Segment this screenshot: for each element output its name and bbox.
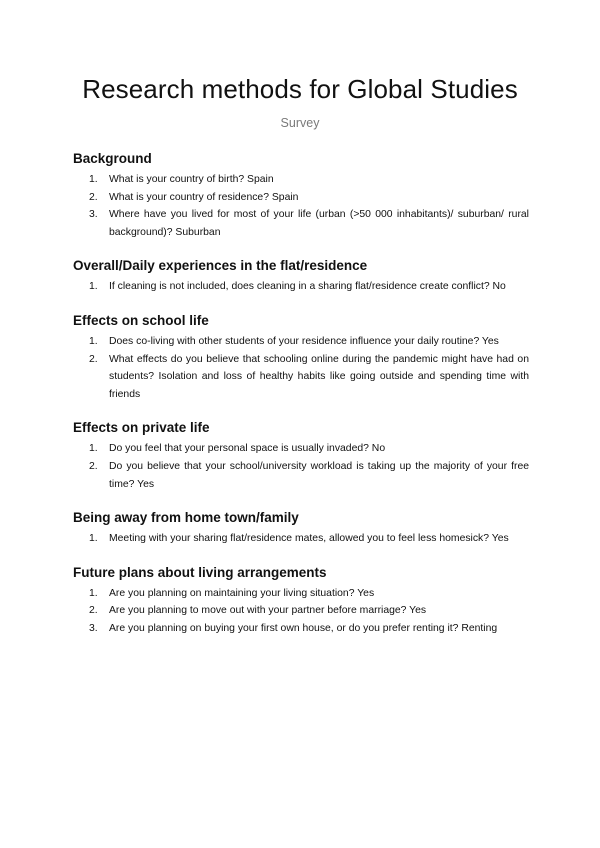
section-heading: Background [73, 151, 152, 166]
question-number: 2. [89, 353, 98, 365]
question-item [73, 171, 529, 189]
section-background [73, 150, 529, 241]
question-item [73, 189, 529, 207]
section-daily-experiences [73, 257, 529, 296]
question-text: Where have you lived for most of your life (urban (>50 000 inhabitants)/ suburban/ rural background)? Suburban [109, 209, 529, 238]
section-heading: Future plans about living arrangements [73, 564, 327, 580]
question-text: If cleaning is not included, does cleaning in a sharing flat/residence create conflict? No [109, 281, 506, 293]
question-item [73, 278, 529, 296]
question-item [73, 351, 529, 404]
question-list [73, 333, 529, 403]
question-number: 2. [89, 605, 98, 617]
question-text: What effects do you believe that schooling online during the pandemic might have had on students? Isolation and loss of healthy habits like going outside and spending time with friends [109, 353, 529, 400]
question-number: 2. [89, 460, 98, 472]
question-item [73, 440, 529, 458]
question-text: What is your country of residence? Spain [109, 191, 299, 203]
question-text: Are you planning on buying your first own house, or do you prefer renting it? Renting [109, 622, 498, 634]
question-list [73, 171, 529, 241]
question-item [73, 602, 529, 620]
question-item [73, 333, 529, 351]
question-number: 3. [89, 622, 98, 634]
question-number: 1. [89, 335, 98, 347]
question-list [73, 585, 529, 638]
section-school-life [73, 312, 529, 403]
section-private-life [73, 419, 529, 493]
section-future-plans [73, 564, 529, 638]
question-text: What is your country of birth? Spain [109, 174, 274, 185]
question-number: 2. [89, 191, 98, 203]
question-list [73, 440, 529, 493]
section-away-from-home [73, 509, 529, 548]
question-item [73, 530, 529, 548]
question-number: 1. [89, 533, 98, 545]
section-heading: Effects on school life [73, 312, 209, 328]
question-text: Do you feel that your personal space is usually invaded? No [109, 443, 386, 455]
question-item [73, 206, 529, 241]
question-item [73, 620, 529, 638]
question-item [73, 458, 529, 493]
question-list [73, 530, 529, 548]
question-number: 1. [89, 281, 98, 293]
survey-content [73, 150, 529, 654]
question-number: 3. [89, 209, 98, 221]
document-title: Research methods for Global Studies [82, 74, 518, 104]
question-text: Are you planning on maintaining your living situation? Yes [109, 587, 375, 599]
section-heading: Being away from home town/family [73, 510, 299, 526]
question-text: Do you believe that your school/university workload is taking up the majority of your free time? Yes [109, 460, 529, 490]
document-subtitle: Survey [280, 116, 320, 130]
question-text: Does co-living with other students of your residence influence your daily routine? Yes [109, 335, 499, 347]
section-heading: Effects on private life [73, 420, 210, 436]
question-number: 1. [89, 174, 98, 185]
question-text: Are you planning to move out with your partner before marriage? Yes [109, 605, 427, 617]
question-number: 1. [89, 587, 98, 599]
question-text: Meeting with your sharing flat/residence mates, allowed you to feel less homesick? Yes [109, 533, 509, 545]
question-item [73, 585, 529, 603]
question-list [73, 278, 529, 296]
question-number: 1. [89, 443, 98, 455]
section-heading: Overall/Daily experiences in the flat/residence [73, 258, 368, 274]
